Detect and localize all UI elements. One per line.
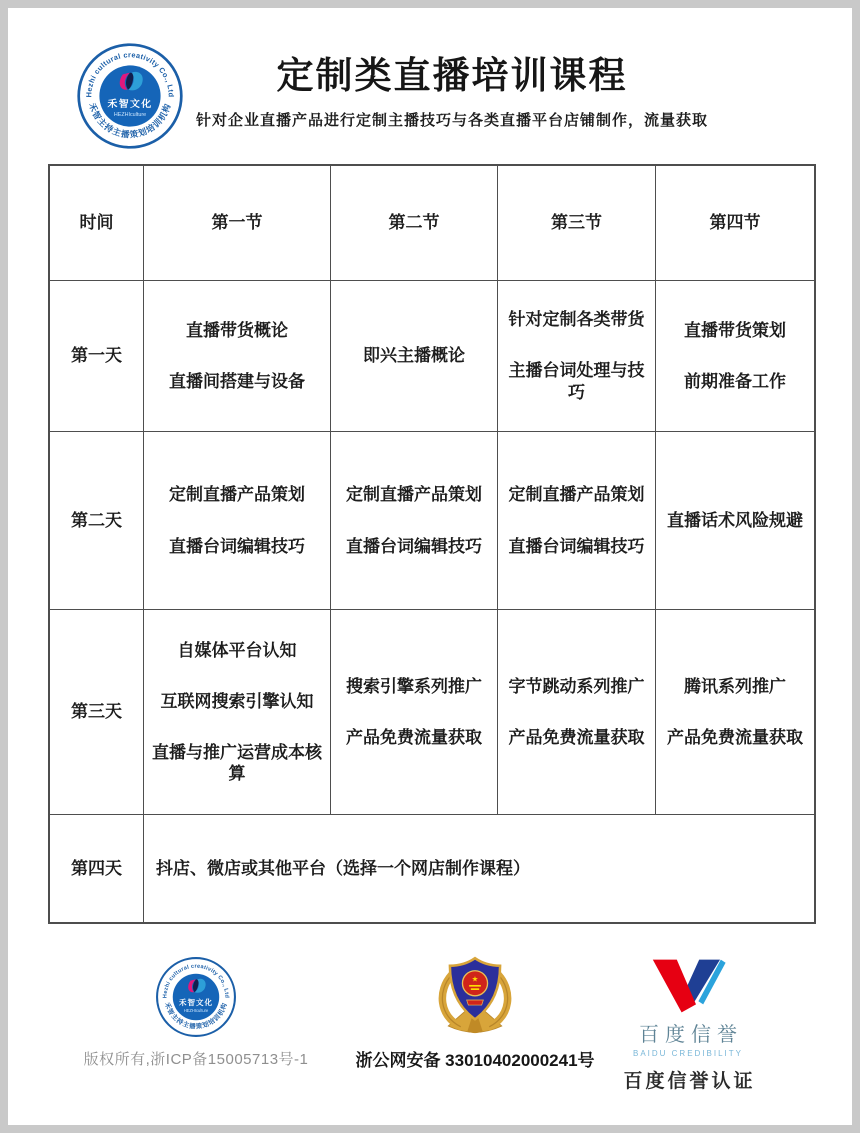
row-label-day-3: 第三天	[50, 610, 144, 815]
table-cell: 腾讯系列推广 产品免费流量获取	[656, 610, 814, 815]
public-security-record-link[interactable]: 浙公网安备 33010402000241号	[355, 1051, 595, 1070]
footer-police-record-block	[345, 954, 605, 1071]
table-cell: 直播话术风险规避	[656, 432, 814, 610]
table-cell: 定制直播产品策划 直播台词编辑技巧	[331, 432, 498, 610]
table-cell: 定制直播产品策划 直播台词编辑技巧	[144, 432, 331, 610]
table-cell: 针对定制各类带货 主播台词处理与技巧	[498, 281, 656, 432]
row-label-day-1: 第一天	[50, 281, 144, 432]
baidu-credibility-cert-label: 百度信誉认证	[623, 1071, 756, 1092]
table-cell: 自媒体平台认知 互联网搜索引擎认知 直播与推广运营成本核算	[144, 610, 331, 815]
svg-text:★: ★	[471, 974, 479, 984]
row-label-day-4: 第四天	[50, 815, 144, 922]
row-label-day-2: 第二天	[50, 432, 144, 610]
column-header-time: 时间	[50, 166, 144, 281]
day-4-span-cell: 抖店、微店或其他平台（选择一个网店制作课程）	[156, 858, 530, 878]
baidu-credibility-brand-cn: 百度信誉	[639, 1024, 743, 1046]
police-badge-icon	[433, 954, 517, 1036]
header	[92, 52, 812, 130]
table-cell: 字节跳动系列推广 产品免费流量获取	[498, 610, 656, 815]
table-cell: 直播带货概论 直播间搭建与设备	[144, 281, 331, 432]
baidu-credibility-brand-en: BAIDU CREDIBILITY	[632, 1049, 743, 1058]
icp-record-link[interactable]: 版权所有,浙ICP备15005713号-1	[83, 1051, 309, 1068]
column-header-session-1: 第一节	[144, 166, 331, 281]
table-cell: 定制直播产品策划 直播台词编辑技巧	[498, 432, 656, 610]
course-schedule-table	[48, 164, 816, 924]
column-header-session-3: 第三节	[498, 166, 656, 281]
footer-copyright-block	[66, 956, 326, 1069]
page-title: 定制类直播培训课程	[276, 55, 628, 96]
footer-baidu-credibility-block[interactable]	[596, 958, 780, 1093]
column-header-session-2: 第二节	[331, 166, 498, 281]
column-header-session-4: 第四节	[656, 166, 814, 281]
hezhi-logo-icon	[155, 956, 237, 1038]
page-subtitle: 针对企业直播产品进行定制主播技巧与各类直播平台店铺制作，流量获取	[195, 112, 708, 129]
table-cell: 即兴主播概论	[331, 281, 498, 432]
table-cell: 搜索引擎系列推广 产品免费流量获取	[331, 610, 498, 815]
table-cell: 直播带货策划 前期准备工作	[656, 281, 814, 432]
baidu-credibility-v-icon	[646, 958, 730, 1014]
